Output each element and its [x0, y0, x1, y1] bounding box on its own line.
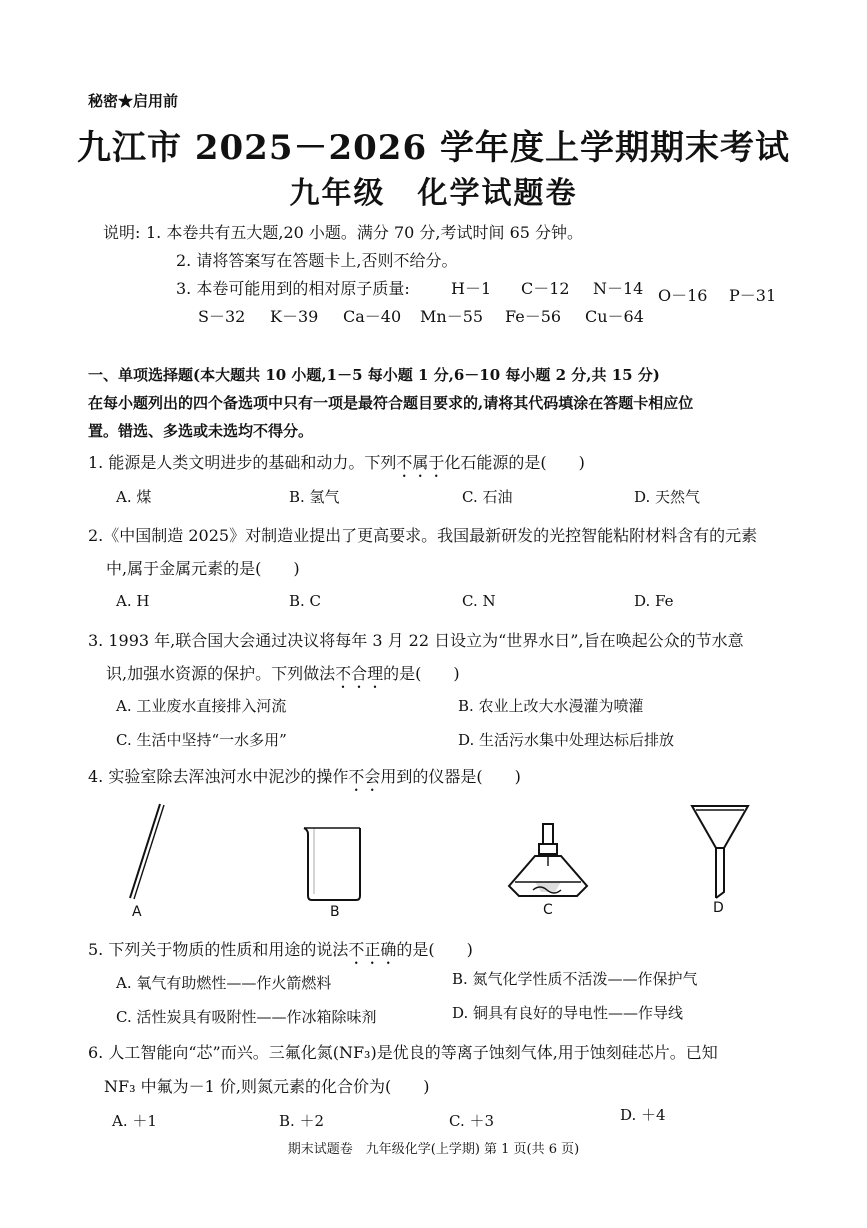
question-6-option-b: B. ＋2: [279, 1112, 325, 1130]
question-6-option-d: D. ＋4: [620, 1106, 666, 1124]
question-2-line-1: 2.《中国制造 2025》对制造业提出了更高要求。我国最新研发的光控智能粘附材料含有的元素: [88, 526, 758, 545]
question-5-option-d: D. 铜具有良好的导电性——作导线: [452, 1004, 684, 1022]
question-6-option-a: A. ＋1: [112, 1112, 157, 1130]
question-4-stem: [88, 764, 521, 795]
atomic-mass-p: P－31: [729, 286, 777, 305]
question-5-option-a: A. 氧气有助燃性——作火箭燃料: [116, 974, 332, 992]
question-4-text-a: 4. 实验室除去浑浊河水中泥沙的操作: [88, 767, 349, 786]
question-3-option-b: B. 农业上改大水漫灌为喷灌: [458, 697, 644, 715]
funnel-figure: [688, 802, 752, 904]
question-6-line-1: 6. 人工智能向“芯”而兴。三氟化氮(NF₃)是优良的等离子蚀刻气体,用于蚀刻硅芯片。已知: [88, 1043, 718, 1062]
question-1-option-c: C. 石油: [462, 488, 513, 506]
question-1-emphasis: 不属于: [396, 453, 445, 472]
exam-title: 九江市 2025－2026 学年度上学期期末考试: [77, 128, 790, 168]
figure-label-b: B: [330, 904, 340, 920]
atomic-mass-n: N－14: [593, 279, 644, 298]
note-item-3: 3. 本卷可能用到的相对原子质量:: [176, 279, 410, 298]
atomic-mass-mn: Mn－55: [420, 307, 484, 326]
alcohol-lamp-figure: [505, 820, 591, 900]
question-3-emphasis: 不合理: [335, 664, 384, 683]
question-5-text-a: 5. 下列关于物质的性质和用途的说法: [88, 940, 349, 959]
question-6-option-c: C. ＋3: [449, 1112, 495, 1130]
question-1-option-b: B. 氢气: [289, 488, 340, 506]
question-3-line-1: 3. 1993 年,联合国大会通过决议将每年 3 月 22 日设立为“世界水日”,旨在唤起公众的节水意: [88, 631, 744, 650]
beaker-figure: [298, 822, 370, 904]
figure-label-a: A: [132, 904, 142, 920]
question-4-text-b: 用到的仪器是( ): [380, 767, 521, 786]
section-1-heading: 一、单项选择题(本大题共 10 小题,1－5 每小题 1 分,6－10 每小题 2 分,共 15 分): [88, 366, 660, 384]
question-5-emphasis: 不正确: [348, 940, 397, 959]
atomic-mass-s: S－32: [198, 307, 246, 326]
glass-rod-figure: [118, 800, 178, 905]
question-3-option-a: A. 工业废水直接排入河流: [116, 697, 287, 715]
question-6-line-2: NF₃ 中氟为－1 价,则氮元素的化合价为( ): [104, 1077, 430, 1096]
question-3-line-2: [106, 661, 460, 692]
question-1-stem: [88, 450, 585, 481]
figure-label-c: C: [543, 902, 553, 918]
alcohol-lamp-icon: [509, 824, 587, 896]
question-1-text-b: 化石能源的是( ): [444, 453, 585, 472]
section-1-instruction-2: 置。错选、多选或未选均不得分。: [88, 422, 314, 440]
question-1-option-a: A. 煤: [116, 488, 152, 506]
question-1-option-d: D. 天然气: [634, 488, 701, 506]
question-2-line-2: 中,属于金属元素的是( ): [106, 559, 300, 578]
note-item-2: 2. 请将答案写在答题卡上,否则不给分。: [176, 251, 458, 270]
confidential-mark: 秘密★启用前: [88, 92, 179, 110]
question-3-text-a: 识,加强水资源的保护。下列做法: [106, 664, 336, 683]
figure-label-d: D: [713, 900, 724, 916]
glass-rod-icon: [130, 804, 160, 898]
beaker-icon: [304, 828, 360, 900]
question-5-text-b: 的是( ): [396, 940, 473, 959]
funnel-icon: [692, 806, 748, 898]
question-2-option-b: B. C: [289, 592, 322, 610]
question-3-text-b: 的是( ): [383, 664, 460, 683]
atomic-mass-c: C－12: [521, 279, 570, 298]
atomic-mass-o: O－16: [658, 286, 708, 305]
question-1-text-a: 1. 能源是人类文明进步的基础和动力。下列: [88, 453, 397, 472]
exam-subtitle: 九年级 化学试题卷: [289, 176, 578, 211]
question-2-option-a: A. H: [116, 592, 150, 610]
question-2-option-d: D. Fe: [634, 592, 674, 610]
page-footer: 期末试题卷 九年级化学(上学期) 第 1 页(共 6 页): [287, 1142, 580, 1157]
atomic-mass-k: K－39: [270, 307, 319, 326]
atomic-mass-cu: Cu－64: [585, 307, 644, 326]
atomic-mass-fe: Fe－56: [505, 307, 562, 326]
note-item-1: 1. 本卷共有五大题,20 小题。满分 70 分,考试时间 65 分钟。: [146, 223, 584, 242]
question-5-option-c: C. 活性炭具有吸附性——作冰箱除味剂: [116, 1008, 377, 1026]
question-5-option-b: B. 氮气化学性质不活泼——作保护气: [452, 970, 698, 988]
atomic-mass-h: H－1: [451, 279, 492, 298]
section-1-instruction-1: 在每小题列出的四个备选项中只有一项是最符合题目要求的,请将其代码填涂在答题卡相应位: [88, 394, 694, 412]
atomic-mass-ca: Ca－40: [343, 307, 402, 326]
question-3-option-d: D. 生活污水集中处理达标后排放: [458, 731, 675, 749]
notes-lead: 说明:: [103, 223, 141, 242]
question-3-option-c: C. 生活中坚持“一水多用”: [116, 731, 287, 749]
question-4-emphasis: 不会: [348, 767, 381, 786]
question-2-option-c: C. N: [462, 592, 496, 610]
question-5-stem: [88, 937, 473, 968]
